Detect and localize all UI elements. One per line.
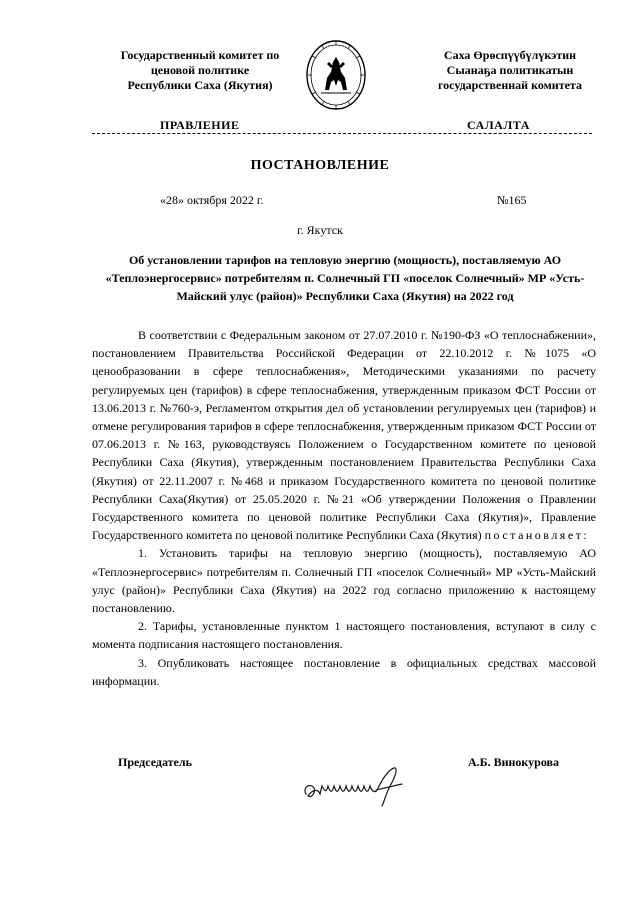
sakha-republic-emblem-icon — [305, 38, 367, 112]
signatory-role: Председатель — [118, 755, 192, 769]
issuer-name-russian — [100, 48, 300, 93]
document-number: №165 — [497, 193, 527, 207]
document-title: ПОСТАНОВЛЕНИЕ — [250, 158, 390, 173]
issuer-line: Республики Саха (Якутия) — [127, 78, 273, 92]
decree-item: 3. Опубликовать настоящее постановление в официальных средствах массовой информации. — [92, 655, 596, 688]
issuer-line: Сыанаҕа политикатын — [446, 63, 574, 77]
document-subject: Об установлении тарифов на тепловую энергию (мощность), поставляемую АО «Теплоэнергосервис» потребителям п. Солнечный ГП «поселок Солнечный» МР «Усть-Майский улус (район)» Республики Саха (Якутия) на 2022 год — [105, 253, 585, 303]
decree-word: постановляет: — [484, 528, 590, 543]
header-divider — [92, 133, 592, 134]
issuer-name-yakut — [395, 48, 625, 93]
signatory-name: А.Б. Винокурова — [468, 755, 560, 769]
document-body — [92, 326, 596, 690]
decree-item: 2. Тарифы, установленные пунктом 1 настоящего постановления, вступают в силу с момента подписания настоящего постановления. — [92, 619, 596, 652]
issuer-line: государственнай комитета — [438, 78, 582, 92]
decree-item: 1. Установить тарифы на тепловую энергию (мощность), поставляемую АО «Теплоэнергосервис» потребителям п. Солнечный ГП «поселок Солнечный» МР «Усть-Майский улус (район)» Республики Саха (Якутия) на 2022 год согласно приложению к настоящему постановлению. — [92, 546, 596, 616]
issuer-line: Саха Өрөспүүбүлүкэтин — [443, 48, 577, 62]
preamble-text: В соответствии с Федеральным законом от 27.07.2010 г. №190-ФЗ «О теплоснабжении», постановлением Правительства Российской Федерации от 22.10.2012 г. №1075 «О ценообразовании в сфере теплоснабжения», Методическими указаниями по расчету регулируемых цен (тарифов) в сфере теплоснабжения, утвержденным приказом ФСТ России от 13.06.2013 г. №760-э, Регламентом открытия дел об установлении регулируемых цен (тарифов) и отмене регулирования тарифов в сфере теплоснабжения, утвержденным приказом ФСТ России от 07.06.2013 г. №163, руководствуясь Положением о Государственном комитете по ценовой Республики Саха (Якутия), утвержденным постановлением Правительства Республики Саха (Якутия) от 22.11.2007 г. №468 и приказом Государственного комитета по ценовой политике Республики Саха(Якутия) от 25.05.2020 г. №21 «Об утверждении Положения о Правлении Государственного комитета по ценовой политике Республики Саха (Якутия)», Правление Государственного комитета по ценовой политике Республики Саха (Якутия) — [92, 328, 596, 543]
issuer-line: ценовой политике — [150, 63, 250, 77]
board-label-russian: ПРАВЛЕНИЕ — [160, 118, 240, 132]
board-label-yakut: САЛАЛТА — [467, 118, 530, 132]
document-date: «28» октября 2022 г. — [160, 193, 264, 207]
document-city: г. Якутск — [297, 223, 343, 237]
issuer-line: Государственный комитет по — [120, 48, 280, 62]
preamble-paragraph — [92, 326, 596, 544]
handwritten-signature-icon — [298, 760, 418, 810]
